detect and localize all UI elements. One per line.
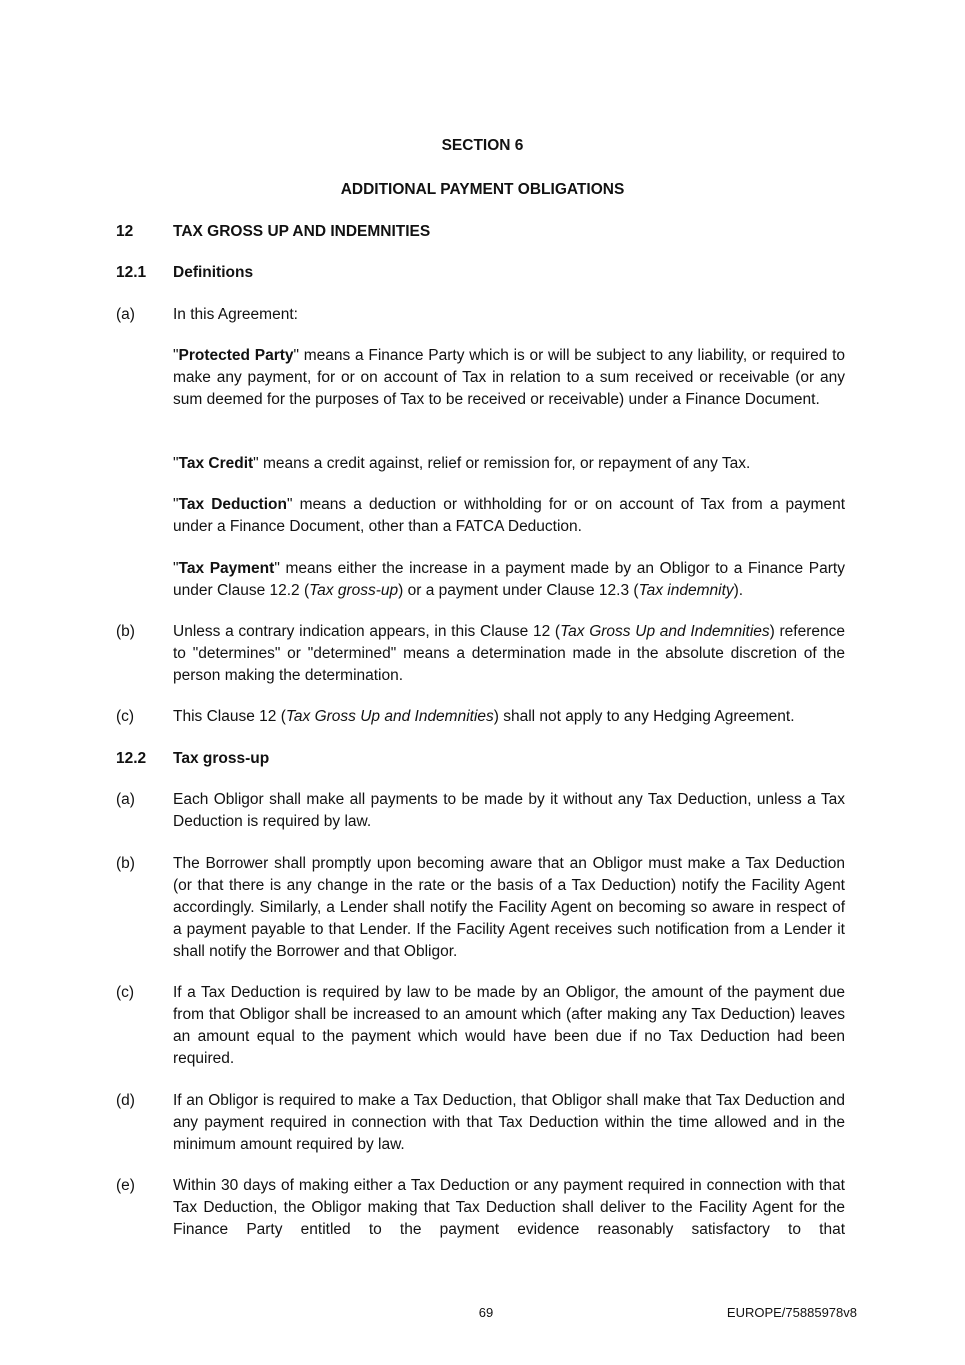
text-run: ) shall not apply to any Hedging Agreement.	[493, 708, 795, 725]
item-label: (a)	[116, 791, 135, 808]
definition-text: ).	[733, 582, 744, 599]
item-label: (b)	[116, 855, 135, 872]
item-text: The Borrower shall promptly upon becoming aware that an Obligor must make a Tax Deduction (or that there is any change in the rate or the basis of a Tax Deduction) notify the Facility Agent accordingly. Similarly, a Lender shall notify the Facility Agent on becoming so aware in respect of a payment payable to that Lender. If the Facility Agent receives such notification from a Lender it shall notify the Borrower and that Obligor.	[173, 855, 845, 960]
item-text: In this Agreement:	[173, 306, 298, 323]
section-title: SECTION 6	[441, 137, 524, 154]
item-label: (c)	[116, 984, 135, 1001]
definition-text: " means a Finance Party which is or will be subject to any liability, or required to make any payment, for or on account of Tax in relation to a sum received or receivable (or any sum deemed for the purposes of Tax to be received or receivable) under a Finance Document.	[173, 347, 846, 408]
text-run: Unless a contrary indication appears, in this Clause 12 (	[173, 623, 561, 640]
definition-text: " means a credit against, relief or remission for, or repayment of any Tax.	[253, 455, 751, 472]
definition-tax-deduction: "Tax Deduction" means a deduction or withholding for or on account of Tax from a payment under a Finance Document, other than a FATCA Deduction.	[173, 496, 845, 535]
subclause-12-2-title: Tax gross-up	[173, 750, 270, 767]
definition-tax-credit: "Tax Credit" means a credit against, relief or remission for, or repayment of any Tax.	[173, 455, 751, 472]
defined-term: Tax Deduction	[178, 496, 287, 513]
clause-number: 12	[116, 223, 134, 240]
item-label: (c)	[116, 708, 135, 725]
page-number: 69	[478, 1305, 494, 1320]
subclause-12-2-number: 12.2	[116, 750, 147, 767]
item-text: If a Tax Deduction is required by law to be made by an Obligor, the amount of the payment due from that Obligor shall be increased to an amount which (after making any Tax Deduction) leaves an amount equal to the payment which would have been due if no Tax Deduction had been required.	[173, 984, 845, 1067]
defined-term: Tax Payment	[178, 560, 275, 577]
clause-reference: Tax gross-up	[309, 582, 399, 599]
text-run: This Clause 12 (	[173, 708, 286, 725]
item-text	[173, 621, 845, 687]
item-label: (d)	[116, 1092, 135, 1109]
item-text: Within 30 days of making either a Tax Deduction or any payment required in connection with that Tax Deduction, the Obligor making that Tax Deduction shall deliver to the Facility Agent for the Finance Party entitled to the payment evidence reasonably satisfactory to that	[173, 1177, 845, 1238]
definition-text: " means either the increase in a payment made by an Obligor to a Finance Party under Clause 12.2 (	[173, 560, 845, 599]
document-reference: EUROPE/75885978v8	[726, 1305, 857, 1320]
item-label: (a)	[116, 306, 135, 323]
item-label: (b)	[116, 623, 135, 640]
clause-reference: Tax Gross Up and Indemnities	[285, 708, 494, 725]
text-run: ) reference to "determines" or "determined" means a determination made in the absolute discretion of the person making the determination.	[173, 623, 845, 684]
definition-protected-party: "Protected Party" means a Finance Party which is or will be subject to any liability, or required to make any payment, for or on account of Tax in relation to a sum received or receivable (or any sum deemed for the purposes of Tax to be received or receivable) under a Finance Document.	[173, 347, 846, 408]
defined-term: Tax Credit	[178, 455, 254, 472]
item-text: If an Obligor is required to make a Tax Deduction, that Obligor shall make that Tax Deduction and any payment required in connection with that Tax Deduction within the time allowed and in the minimum amount required by law.	[173, 1092, 845, 1153]
definition-text: ) or a payment under Clause 12.3 (	[398, 582, 639, 599]
section-subtitle: ADDITIONAL PAYMENT OBLIGATIONS	[340, 181, 625, 198]
subclause-12-1-number: 12.1	[116, 264, 147, 281]
definition-tax-payment: "Tax Payment" means either the increase in a payment made by an Obligor to a Finance Party under Clause 12.2 (Tax gross-up) or a payment under Clause 12.3 (Tax indemnity).	[173, 560, 845, 599]
item-text: Each Obligor shall make all payments to be made by it without any Tax Deduction, unless a Tax Deduction is required by law.	[173, 791, 845, 830]
clause-title: TAX GROSS UP AND INDEMNITIES	[173, 223, 431, 240]
clause-reference: Tax Gross Up and Indemnities	[560, 623, 770, 640]
subclause-12-1-title: Definitions	[173, 264, 254, 281]
clause-reference: Tax indemnity	[638, 582, 734, 599]
item-text	[173, 706, 845, 728]
defined-term: Protected Party	[178, 347, 294, 364]
definition-text: " means a deduction or withholding for or on account of Tax from a payment under a Finance Document, other than a FATCA Deduction.	[173, 496, 845, 535]
item-label: (e)	[116, 1177, 135, 1194]
